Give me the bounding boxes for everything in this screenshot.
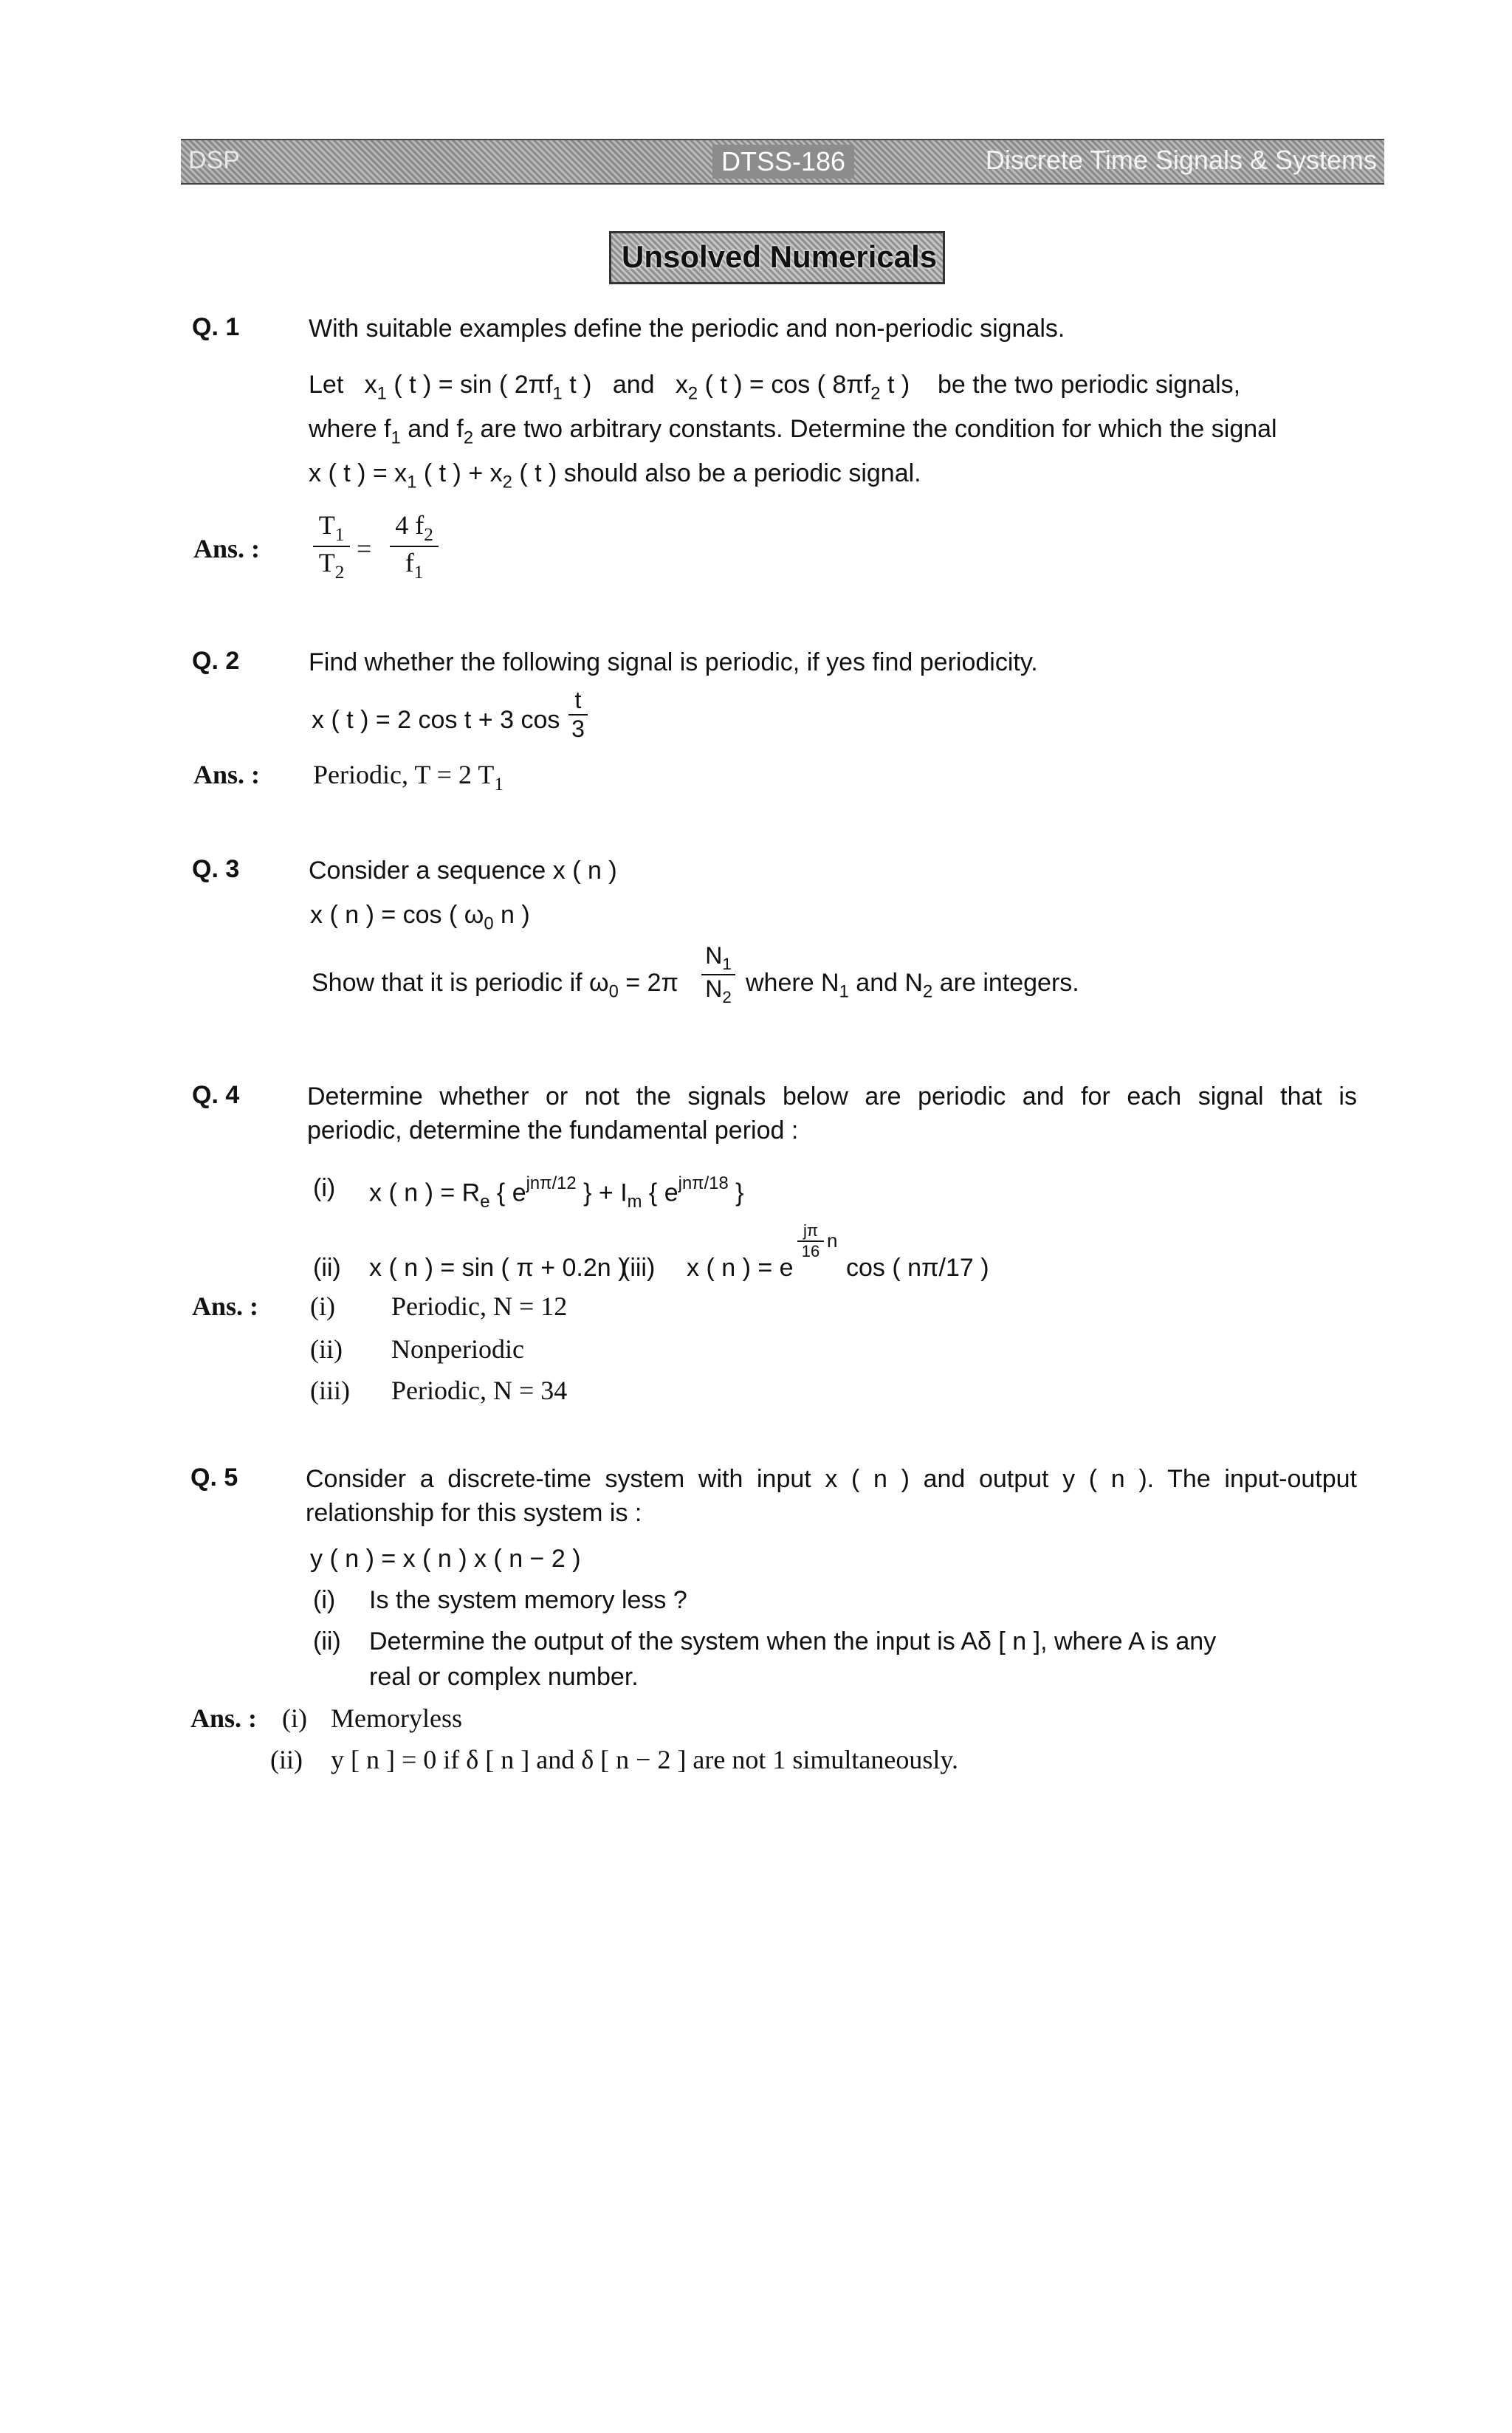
q4-item-iii-eq-a: x ( n ) = e [687,1254,794,1282]
q3-line2 [310,899,530,935]
q1-line3-a: where f [309,415,391,443]
q3-line3-sub: 0 [608,981,619,1002]
q3-line1: Consider a sequence x ( n ) [309,857,617,885]
q3-line3-c-sub2: 2 [923,981,933,1002]
q1-line4-c: ( t ) should also be a periodic signal. [512,459,921,487]
q3-frac-den-sub: 2 [722,987,732,1006]
q4-i-eq-a: x ( n ) = R [369,1178,481,1207]
q4-ans-i-label: (i) [310,1291,335,1321]
q4-item-i-equation [369,1173,744,1213]
q1-x2: x [675,371,688,399]
q4-i-eq-sup1: jnπ/12 [526,1173,577,1193]
q4-item-ii-label: (ii) [313,1254,341,1282]
q1-ans-label: Ans. : [193,534,261,563]
q5-item-ii-label: (ii) [313,1627,341,1655]
q3-line3 [312,967,678,1003]
q1-ans-num-right: 4 f [395,510,425,540]
q2-eq-frac-num: t [574,687,582,713]
q4-ans-ii-text: Nonperiodic [391,1334,524,1364]
q3-frac-num: N [705,942,723,969]
q5-item-i-text: Is the system memory less ? [369,1586,687,1614]
q4-i-eq-e: } [728,1178,744,1207]
q4-ans-i-text: Periodic, N = 12 [391,1291,568,1321]
q3-line3-e: are integers. [932,969,1079,997]
q2-eq-frac-den: 3 [568,714,588,743]
q1-ans-den-left-sub: 2 [334,562,345,583]
q1-eq1: ( t ) = sin ( 2πf [394,371,553,399]
q1-line3-sub2: 2 [463,428,474,448]
q1-and: and [612,371,655,399]
q2-answer-sub: 1 [494,774,504,795]
q4-i-eq-d: { e [642,1178,678,1207]
q1-ans-den-left: T [318,547,335,577]
q4-ans-iii-text: Periodic, N = 34 [391,1376,568,1405]
q4-i-eq-sup2: jnπ/18 [678,1173,729,1193]
q1-line4-sub2: 2 [502,472,512,493]
q1-ans-den-right: f [405,547,414,577]
q4-item-i-label: (i) [313,1174,336,1202]
q4-i-eq-sub2: m [627,1191,642,1212]
q1-line4 [309,458,921,493]
q1-ans-num-left-sub: 1 [334,524,345,545]
q4-line1: Determine whether or not the signals below are periodic and for each signal that is [307,1082,1357,1111]
q1-ans-num-left: T [318,510,335,540]
q2-line1: Find whether the following signal is periodic, if yes find periodicity. [309,648,1038,676]
q5-ans-i-text: Memoryless [331,1703,462,1733]
q5-ans-ii-text: y [ n ] = 0 if δ [ n ] and δ [ n − 2 ] are not 1 simultaneously. [331,1745,959,1774]
q3-frac-den: N [705,975,723,1002]
q4-item-iii-eq-b: cos ( nπ/17 ) [846,1254,989,1282]
q1-x1: x [364,371,377,399]
q4-iii-sup-den: 16 [797,1240,824,1261]
q2-ans-label: Ans. : [193,760,261,789]
q1-x1-sub: 1 [377,383,387,404]
q4-line2: periodic, determine the fundamental period : [307,1116,799,1145]
q1-eq2-sub: 2 [870,383,881,404]
q5-equation: y ( n ) = x ( n ) x ( n − 2 ) [310,1545,581,1573]
q1-ans-num-right-sub: 2 [424,524,433,545]
q4-i-eq-b: { e [489,1178,526,1207]
q2-answer-text: Periodic, T = 2 T [313,760,495,789]
q1-ans-fraction-right [390,509,439,583]
q3-fraction [701,942,735,1007]
q5-item-ii-text2: real or complex number. [369,1663,639,1691]
q4-label: Q. 4 [192,1081,240,1109]
q4-item-ii-equation: x ( n ) = sin ( π + 0.2n ) [369,1254,627,1282]
q2-eq-fraction [568,687,588,743]
q1-eq2-end: t ) [880,371,910,399]
q1-line3-sub1: 1 [391,428,401,448]
q3-line2-sub: 0 [484,913,494,934]
q1-line3 [309,413,1277,449]
q4-i-eq-c: } + I [576,1178,628,1207]
q4-ans-iii-label: (iii) [310,1376,350,1405]
q5-item-ii-text1: Determine the output of the system when the input is Aδ [ n ], where A is any [369,1627,1217,1655]
q1-line3-b: and f [400,415,464,443]
q3-label: Q. 3 [192,855,240,883]
q2-label: Q. 2 [192,647,240,675]
q1-line1: With suitable examples define the periodic and non-periodic signals. [309,315,1065,343]
q5-ans-label: Ans. : [190,1703,258,1733]
q1-ans-fraction-left [313,509,350,583]
q1-x2-sub: 2 [687,383,698,404]
q2-equation: x ( t ) = 2 cos t + 3 cos [312,706,560,734]
header-chapter-title: Discrete Time Signals & Systems [985,145,1377,175]
q3-line3-b: = 2π [618,969,678,997]
q3-line3-c: where N [746,969,839,997]
page-header-band [181,139,1384,185]
q1-line3-c: are two arbitrary constants. Determine the condition for which the signal [473,415,1277,443]
q5-ans-ii-label: (ii) [270,1745,303,1774]
q1-line4-a: x ( t ) = x [309,459,408,487]
q3-line3-c-sub1: 1 [839,981,849,1002]
section-title: Unsolved Numericals [622,239,938,274]
q1-eq2: ( t ) = cos ( 8πf [704,371,871,399]
q3-line3-tail [746,967,1079,1003]
q5-label: Q. 5 [190,1463,238,1492]
q4-ans-label: Ans. : [192,1291,259,1321]
q3-line3-a: Show that it is periodic if ω [312,969,609,997]
q3-line2-a: x ( n ) = cos ( ω [310,901,484,929]
q3-frac-num-sub: 1 [722,954,732,973]
q3-line3-d: and N [848,969,924,997]
q5-ans-i-label: (i) [282,1703,307,1733]
q5-line1: Consider a discrete-time system with input x ( n ) and output y ( n ). The input-output [306,1465,1357,1493]
q4-i-eq-sub1: e [480,1191,490,1212]
header-page-code: DTSS-186 [712,145,854,179]
q2-answer [313,759,504,795]
section-title-box [609,231,945,284]
q4-iii-exponent-n: n [827,1229,838,1252]
q3-line2-b: n ) [493,901,530,929]
q1-eq1-end: t ) [562,371,592,399]
q5-item-i-label: (i) [313,1586,336,1614]
q1-ans-equals: = [357,534,372,563]
q4-iii-sup-num: jπ [803,1221,819,1240]
q1-line2-tail: be the two periodic signals, [937,371,1241,399]
q1-ans-den-right-sub: 1 [413,562,424,583]
q1-let: Let [309,371,344,399]
q4-ans-ii-label: (ii) [310,1334,343,1364]
q1-line2 [309,369,1357,405]
header-left-label: DSP [188,146,240,174]
q4-item-iii-label: (iii) [622,1254,656,1282]
q1-line4-b: ( t ) + x [416,459,503,487]
q1-eq1-sub: 1 [552,383,563,404]
q1-line4-sub1: 1 [407,472,417,493]
q5-line2: relationship for this system is : [306,1499,642,1527]
q1-label: Q. 1 [192,313,240,341]
q4-iii-exponent-fraction [797,1221,824,1261]
